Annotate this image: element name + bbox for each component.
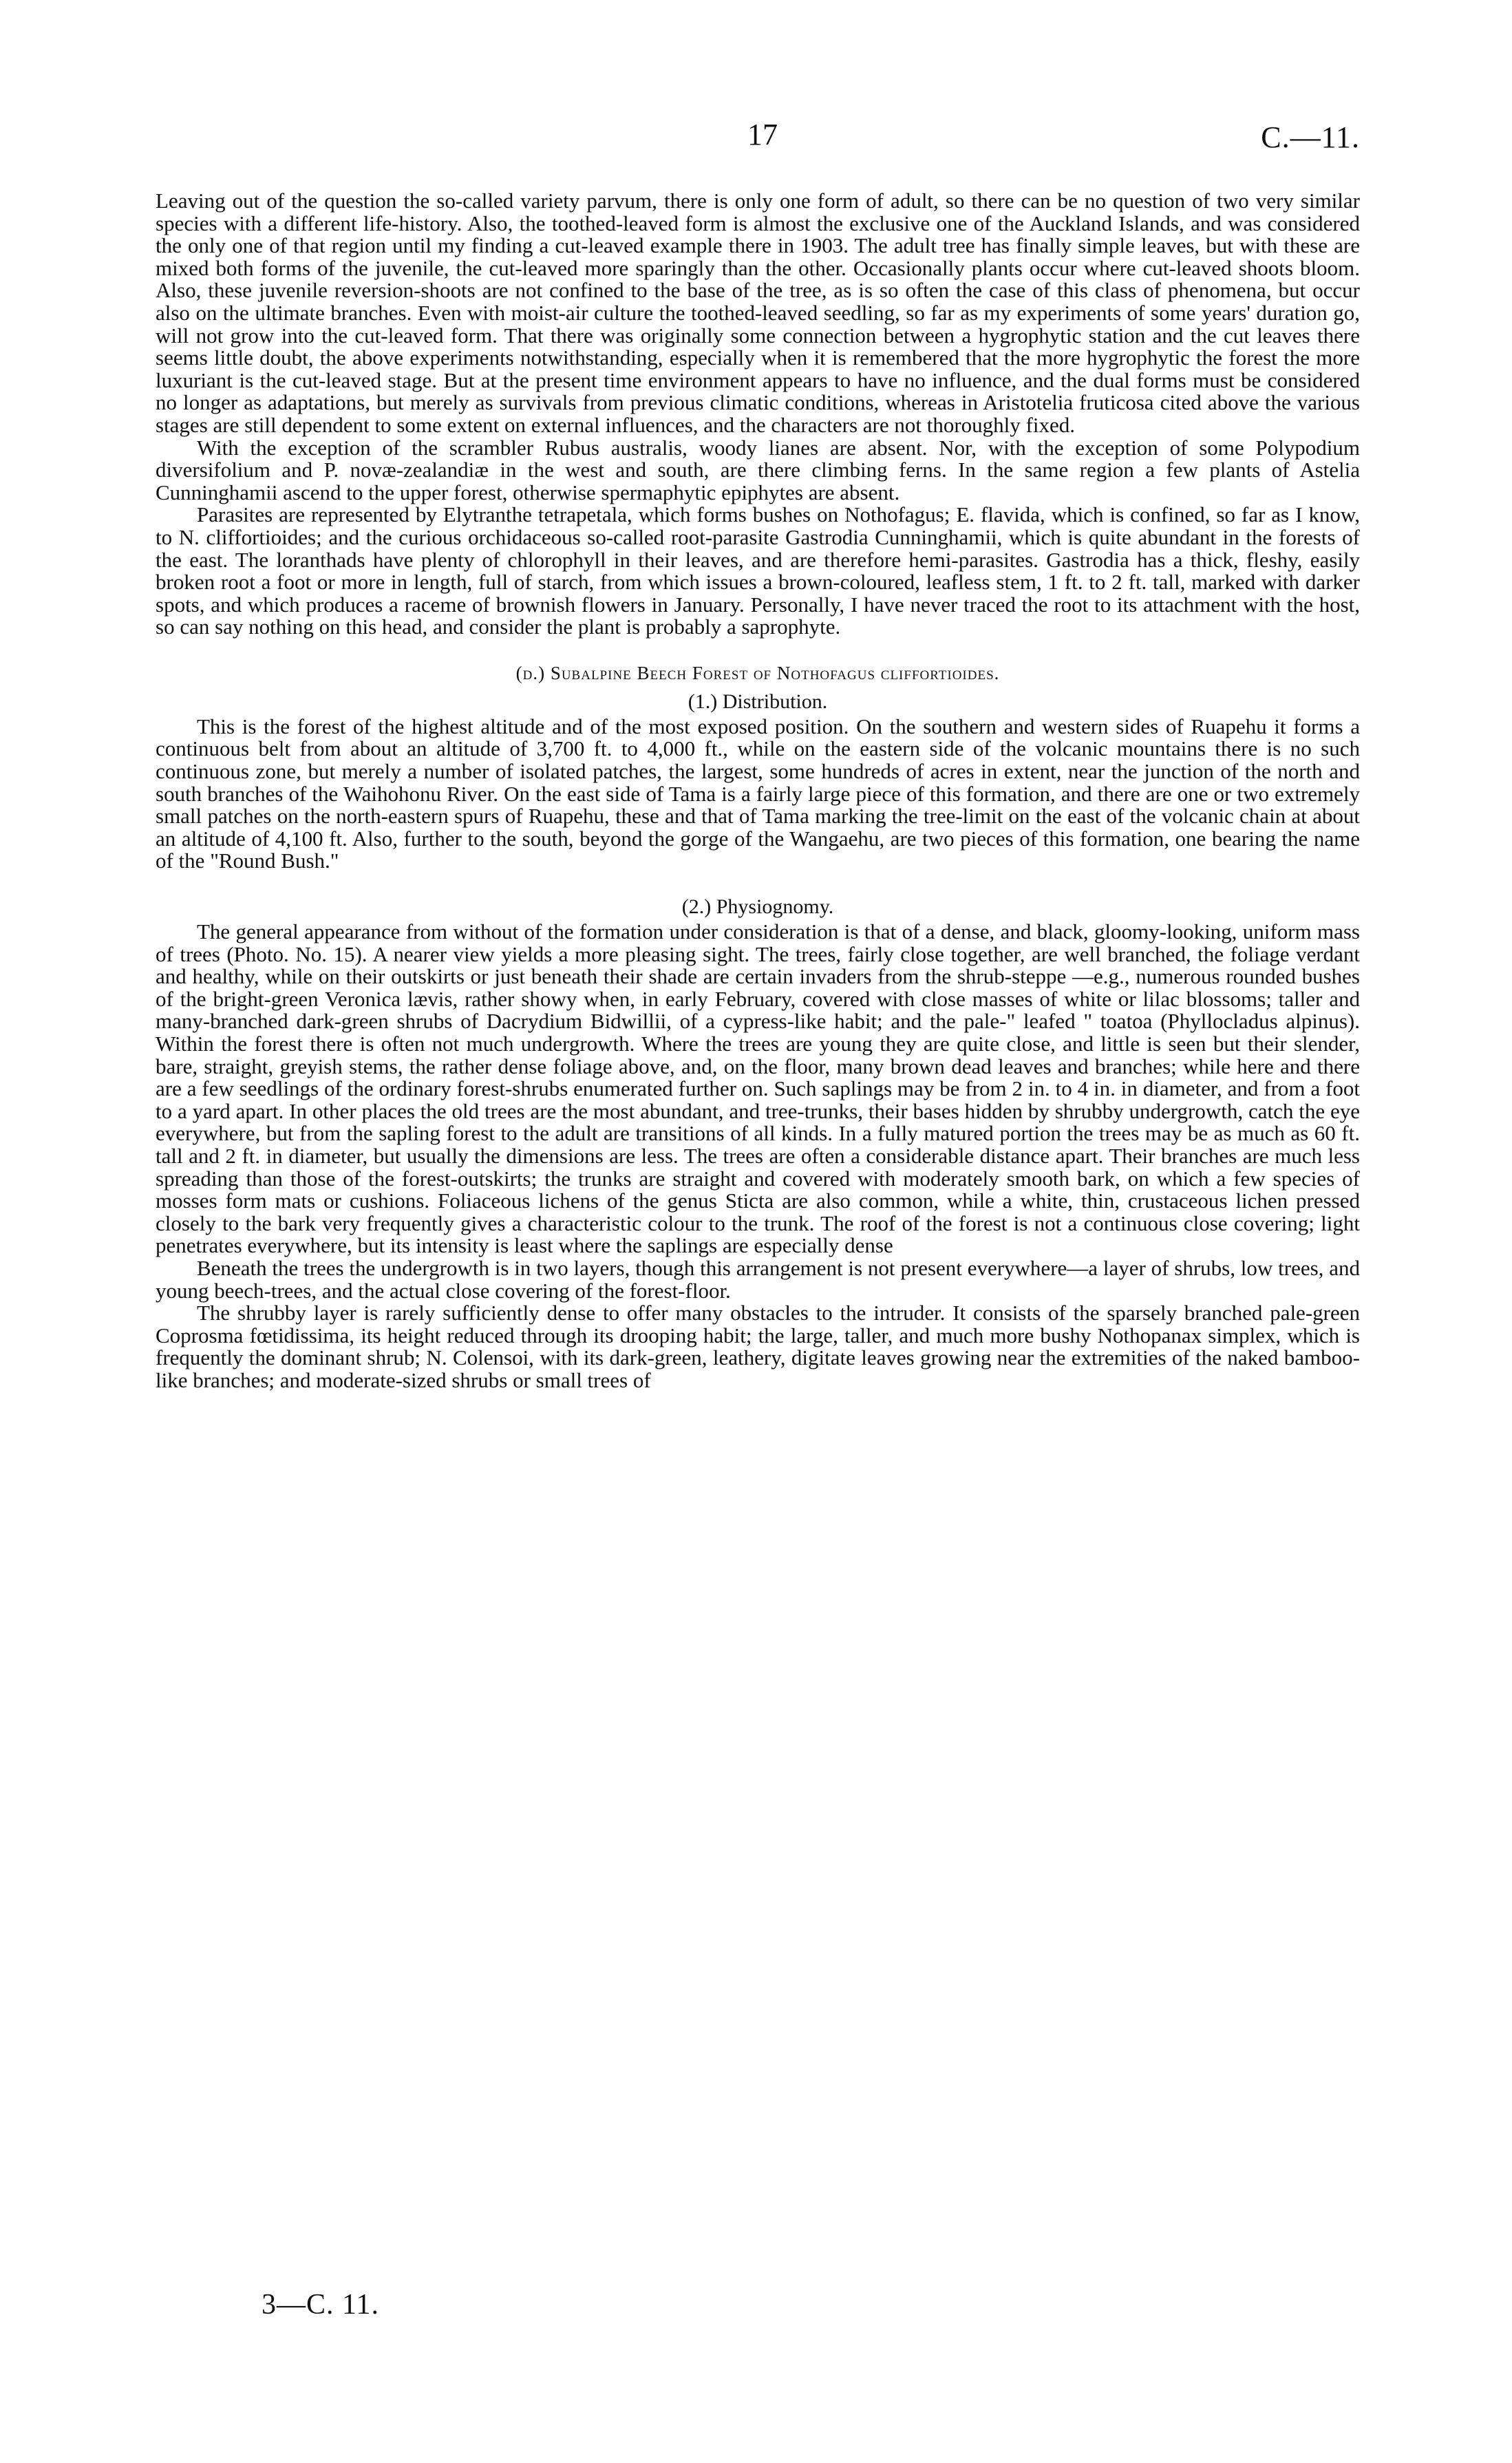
paragraph-leaving-out: Leaving out of the question the so-called variety parvum, there is only one form of adult, so there can be no question of two very similar species with a different life-history. Also, the toothed-leaved form is almost the exclusive one of the Auckland Islands, and was considered the only one of that region until my finding a cut-leaved example there in 1903. The adult tree has finally simple leaves, but with these are mixed both forms of the juvenile, the cut-leaved more sparingly than the other. Occasionally plants occur where cut-leaved shoots bloom. Also, these juvenile reversion-shoots are not confined to the base of the tree, as is so often the case of this class of phenomena, but occur also on the ultimate branches. Even with moist-air culture the toothed-leaved seedling, so far as my experiments of some years' duration go, will not grow into the cut-leaved form. That there was originally some connection between a hygrophytic station and the cut leaves there seems little doubt, the above experiments notwithstanding, especially when it is remembered that the more hygrophytic the forest the more luxuriant is the cut-leaved stage. But at the present time environment appears to have no influence, and the dual forms must be considered no longer as adaptations, but merely as survivals from previous climatic conditions, whereas in Aristotelia fruticosa cited above the various stages are still dependent to some extent on external influences, and the characters are not thoroughly fixed.	[156, 189, 1360, 437]
document-reference: C.—11.	[1261, 120, 1360, 154]
paragraph-general-appearance: The general appearance from without of the formation under consideration is that of a dense, and black, gloomy-looking, uniform mass of trees (Photo. No. 15). A nearer view yields a more pleasing sight. The trees, fairly close together, are well branched, the foliage verdant and healthy, while on their outskirts or just beneath their shade are certain invaders from the shrub-steppe —e.g., numerous rounded bushes of the bright-green Veronica lævis, rather showy when, in early February, covered with close masses of white or lilac blossoms; taller and many-branched dark-green shrubs of Dacrydium Bidwillii, of a cypress-like habit; and the pale-" leafed " toatoa (Phyllocladus alpinus). Within the forest there is often not much undergrowth. Where the trees are young they are quite close, and little is seen but their slender, bare, straight, greyish stems, the rather dense foliage above, and, on the floor, many brown dead leaves and branches; while here and there are a few seedlings of the ordinary forest-shrubs enumerated further on. Such saplings may be from 2 in. to 4 in. in diameter, and from a foot to a yard apart. In other places the old trees are the most abundant, and tree-trunks, their bases hidden by shrubby undergrowth, catch the eye everywhere, but from the sapling forest to the adult are transitions of all kinds. In a fully matured portion the trees may be as much as 60 ft. tall and 2 ft. in diameter, but usually the dimensions are less. The trees are often a considerable distance apart. Their branches are much less spreading than those of the forest-outskirts; the trunks are straight and covered with moderately smooth bark, on which a few species of mosses form mats or cushions. Foliaceous lichens of the genus Sticta are also common, while a white, thin, crustaceous lichen pressed closely to the bark very frequently gives a characteristic colour to the trunk. The roof of the forest is not a continuous close covering; light penetrates everywhere, but its intensity is least where the saplings are especially dense	[156, 919, 1360, 1258]
paragraph-undergrowth: Beneath the trees the undergrowth is in two layers, though this arrangement is not present everywhere—a layer of shrubs, low trees, and young beech-trees, and the actual close covering of the forest-floor.	[156, 1255, 1360, 1303]
subheading-physiognomy: (2.) Physiognomy.	[681, 895, 834, 919]
paragraph-parasites: Parasites are represented by Elytranthe tetrapetala, which forms bushes on Nothofagus; E. flavida, which is confined, so far as I know, to N. cliffortioides; and the curious orchidaceous so-called root-parasite Gastrodia Cunninghamii, which is quite abundant in the forests of the east. The loranthads have plenty of chlorophyll in their leaves, and are therefore hemi-parasites. Gastrodia has a thick, fleshy, easily broken root a foot or more in length, full of starch, from which issues a brown-coloured, leafless stem, 1 ft. to 2 ft. tall, marked with darker spots, and which produces a raceme of brownish flowers in January. Personally, I have never traced the root to its attachment with the host, so can say nothing on this head, and consider the plant is probably a saprophyte.	[156, 502, 1360, 639]
paragraph-distribution: This is the forest of the highest altitude and of the most exposed position. On the southern and western sides of Ruapehu it forms a continuous belt from about an altitude of 3,700 ft. to 4,000 ft., while on the eastern side of the volcanic mountains there is no such continuous zone, but merely a number of isolated patches, the largest, some hundreds of acres in extent, near the junction of the north and south branches of the Waihohonu River. On the east side of Tama is a fairly large piece of this formation, and there are one or two extremely small patches on the north-eastern spurs of Ruapehu, these and that of Tama marking the tree-limit on the east of the volcanic chain at about an altitude of 4,100 ft. Also, further to the south, beyond the gorge of the Wangaehu, are two pieces of this formation, one bearing the name of the "Round Bush."	[156, 714, 1360, 873]
paragraph-shrubby-layer: The shrubby layer is rarely sufficiently dense to offer many obstacles to the intruder. It consists of the sparsely branched pale-green Coprosma fœtidissima, its height reduced through its drooping habit; the large, taller, and much more bushy Nothopanax simplex, which is frequently the dominant shrub; N. Colensoi, with its dark-green, leathery, digitate leaves growing near the extremities of the naked bamboo-like branches; and moderate-sized shrubs or small trees of	[156, 1301, 1360, 1392]
page-header	[156, 110, 1360, 165]
page-number: 17	[747, 118, 778, 151]
paragraph-lianes: With the exception of the scrambler Rubus australis, woody lianes are absent. Nor, with the exception of some Polypodium diversifolium and P. novæ-zealandiæ in the west and south, are there climbing ferns. In the same region a few plants of Astelia Cunninghamii ascend to the upper forest, otherwise spermaphytic epiphytes are absent.	[156, 435, 1360, 504]
body-text	[156, 190, 1360, 1392]
footer-signature: 3—C. 11.	[262, 2289, 379, 2321]
document-page	[156, 110, 1360, 1392]
section-heading: (d.) Subalpine Beech Forest of Nothofagus cliffortioides.	[515, 662, 1000, 683]
subheading-distribution: (1.) Distribution.	[688, 690, 828, 713]
